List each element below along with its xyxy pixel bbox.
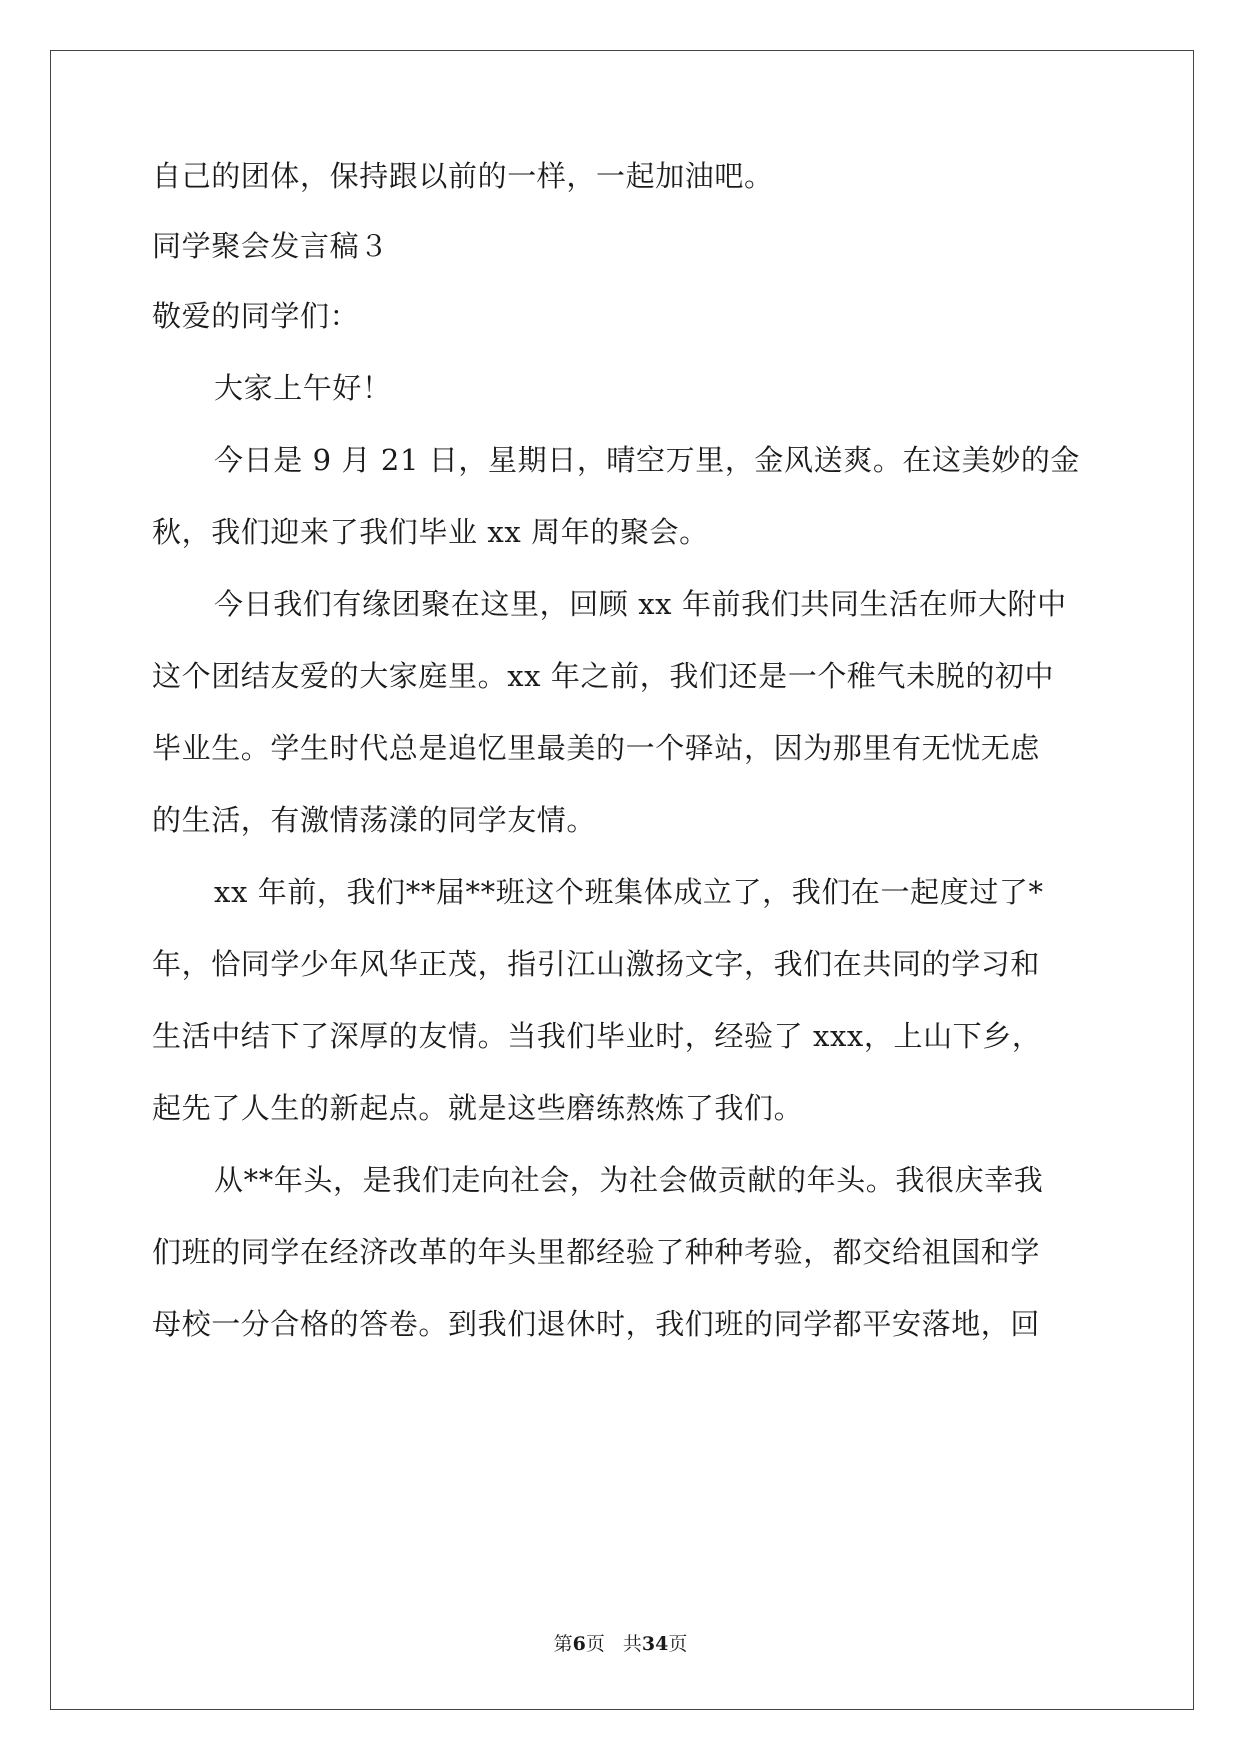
paragraph-4-line-2: 们班的同学在经济改革的年头里都经验了种种考验，都交给祖国和学	[152, 1235, 1041, 1269]
total-prefix: 共	[622, 1633, 642, 1655]
page-footer	[0, 1632, 1241, 1656]
paragraph-4-line-1: 从**年头，是我们走向社会，为社会做贡献的年头。我很庆幸我	[214, 1163, 1044, 1197]
paragraph-3-line-2: 年，恰同学少年风华正茂，指引江山激扬文字，我们在共同的学习和	[152, 947, 1041, 981]
page-suffix: 页	[585, 1633, 605, 1655]
body-line-1: 自己的团体，保持跟以前的一样，一起加油吧。	[152, 159, 774, 193]
section-title: 同学聚会发言稿３	[152, 229, 389, 263]
paragraph-1-line-1: 今日是 9 月 21 日，星期日，晴空万里，金风送爽。在这美妙的金	[214, 443, 1081, 477]
paragraph-4-line-3: 母校一分合格的答卷。到我们退休时，我们班的同学都平安落地，回	[152, 1307, 1041, 1341]
paragraph-2-line-3: 毕业生。学生时代总是追忆里最美的一个驿站，因为那里有无忧无虑	[152, 731, 1041, 765]
paragraph-3-line-4: 起先了人生的新起点。就是这些磨练熬炼了我们。	[152, 1091, 804, 1125]
paragraph-2-line-2: 这个团结友爱的大家庭里。xx 年之前，我们还是一个稚气未脱的初中	[152, 659, 1055, 693]
paragraph-2-line-1: 今日我们有缘团聚在这里，回顾 xx 年前我们共同生活在师大附中	[214, 587, 1067, 621]
greeting: 大家上午好！	[214, 371, 392, 405]
paragraph-3-line-3: 生活中结下了深厚的友情。当我们毕业时，经验了 xxx，上山下乡，	[152, 1019, 1042, 1053]
paragraph-1-line-2: 秋，我们迎来了我们毕业 xx 周年的聚会。	[152, 515, 709, 549]
total-suffix: 页	[668, 1633, 688, 1655]
total-pages: 34	[641, 1633, 669, 1655]
salutation: 敬爱的同学们：	[152, 299, 360, 333]
page-prefix: 第	[553, 1633, 573, 1655]
paragraph-2-line-4: 的生活，有激情荡漾的同学友情。	[152, 803, 597, 837]
page-number: 6	[572, 1633, 586, 1655]
paragraph-3-line-1: xx 年前，我们**届**班这个班集体成立了，我们在一起度过了*	[214, 875, 1044, 909]
